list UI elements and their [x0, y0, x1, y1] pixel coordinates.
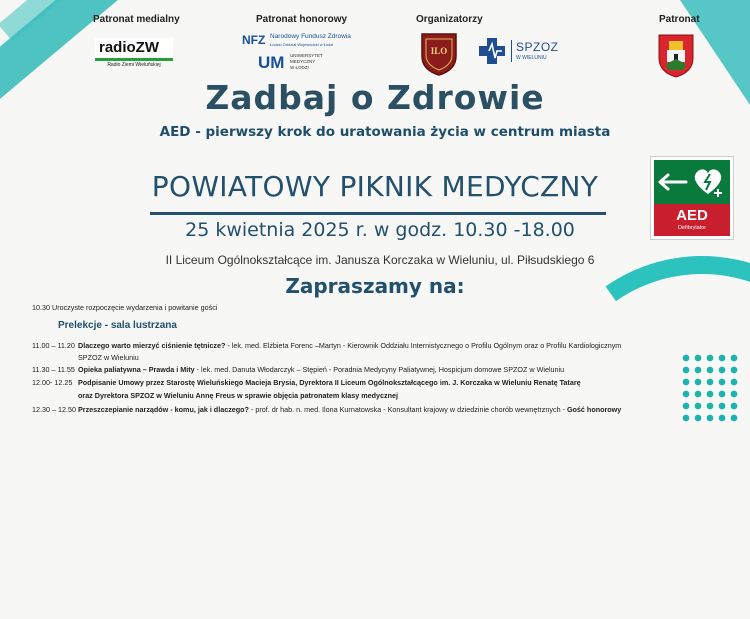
- event-title: POWIATOWY PIKNIK MEDYCZNY: [151, 170, 599, 203]
- spzoz-name: SPZOZ: [516, 40, 559, 54]
- radio-logo-text: radioZW: [99, 39, 159, 56]
- program-title: Przeszczepianie narządów - komu, jak i dlaczego?: [78, 405, 249, 414]
- program-section-title: Prelekcje - sala lustrzana: [58, 320, 177, 331]
- program-title: oraz Dyrektora SPZOZ w Wieluniu Annę Freus w sprawie objęcia patronatem klasy medycznej: [78, 391, 399, 400]
- program-title: Podpisanie Umowy przez Starostę Wieluńskiego Macieja Brysia, Dyrektora II Liceum Ogólnokształcącego im. J. Korczaka w Wieluniu Renatę Tatarę: [78, 378, 581, 387]
- label-patron-media: Patronat medialny: [93, 14, 180, 25]
- program-honor-guest: Gość honorowy: [566, 405, 622, 414]
- label-organizers: Organizatorzy: [416, 14, 483, 25]
- program-time: 10.30: [32, 303, 50, 312]
- umed-line3: W ŁODZI: [290, 65, 309, 70]
- radio-logo-sub: Radio Ziemi Wieluńskiej: [107, 62, 161, 68]
- program-row: [32, 365, 564, 374]
- program-details: - lek. med. Danuta Włodarczyk – Stępień - Poradnia Medycyny Paliatywnej, Hospicjum domowe SPZOZ w Wieluniu: [194, 365, 565, 374]
- label-patron-honor: Patronat honorowy: [256, 14, 348, 25]
- radio-zw-logo: [95, 38, 173, 70]
- umed-logo: [258, 53, 348, 75]
- aed-sign-bottom: [654, 204, 730, 236]
- umed-line2: MEDYCZNY: [290, 59, 316, 64]
- program-opening: [32, 303, 217, 312]
- title-divider: [150, 212, 606, 215]
- nfz-logo: [242, 32, 372, 52]
- aed-sign-top: [654, 160, 730, 204]
- umed-line1: UNIWERSYTET: [290, 53, 323, 58]
- program-time: 12.30 – 12.50: [32, 405, 76, 414]
- program-row: [32, 391, 398, 400]
- decor-dots: [680, 352, 740, 422]
- program-title: Opieka paliatywna – Prawda i Mity: [78, 365, 195, 374]
- program-text: Uroczyste rozpoczęcie wydarzenia i powitanie gości: [52, 303, 218, 312]
- nfz-mark: NFZ: [242, 33, 266, 47]
- umed-mark: UM: [258, 53, 285, 72]
- program-details: - lek. med. Elżbieta Forenc –Martyn - Kierownik Oddziału Internistycznego o Profilu Ogólnym oraz o Profilu Kardiologicznym: [225, 341, 622, 350]
- program-time: 11.00 – 11.20: [32, 341, 75, 350]
- program-time: 11.30 – 11.55: [32, 365, 75, 374]
- program-row: [32, 378, 581, 387]
- nfz-line1: Narodowy Fundusz Zdrowia: [270, 33, 351, 40]
- program-row: [32, 405, 621, 414]
- program-details: - prof. dr hab. n. med. Ilona Kurnatowska - Konsultant krajowy w dziedzinie chorób wewnętrznych -: [248, 405, 567, 414]
- program-time: 12.00- 12.25: [32, 378, 73, 387]
- event-date: 25 kwietnia 2025 r. w godz. 10.30 -18.00: [185, 219, 575, 241]
- program-title: Dlaczego warto mierzyć ciśnienie tętnicze?: [78, 341, 226, 350]
- aed-sign: [650, 156, 734, 240]
- ilo-logo-text: ILO: [430, 46, 448, 56]
- program-details: SPZOZ w Wieluniu: [78, 353, 139, 362]
- coat-of-arms-icon: [656, 32, 696, 78]
- page-subtitle: AED - pierwszy krok do uratowania życia w centrum miasta: [159, 124, 611, 140]
- label-patron: Patronat: [659, 14, 700, 25]
- event-place: II Liceum Ogólnokształcące im. Janusza Korczaka w Wieluniu, ul. Piłsudskiego 6: [165, 253, 595, 267]
- invite-heading: Zapraszamy na:: [285, 274, 465, 298]
- program-row: [32, 341, 621, 350]
- ilo-school-logo: [420, 32, 458, 76]
- spzoz-sub: W WIELUNIU: [516, 55, 547, 61]
- page-title: Zadbaj o Zdrowie: [205, 78, 545, 117]
- aed-heart-arrow-icon: [654, 160, 730, 204]
- nfz-line2: Łódzki Oddział Wojewódzki w Łodzi: [270, 42, 334, 47]
- aed-sign-sub: Defibrylator: [677, 225, 707, 231]
- aed-sign-label: AED: [676, 207, 708, 224]
- spzoz-cross-icon: [476, 36, 508, 66]
- program-row: [32, 353, 139, 362]
- spzoz-logo: [476, 36, 566, 66]
